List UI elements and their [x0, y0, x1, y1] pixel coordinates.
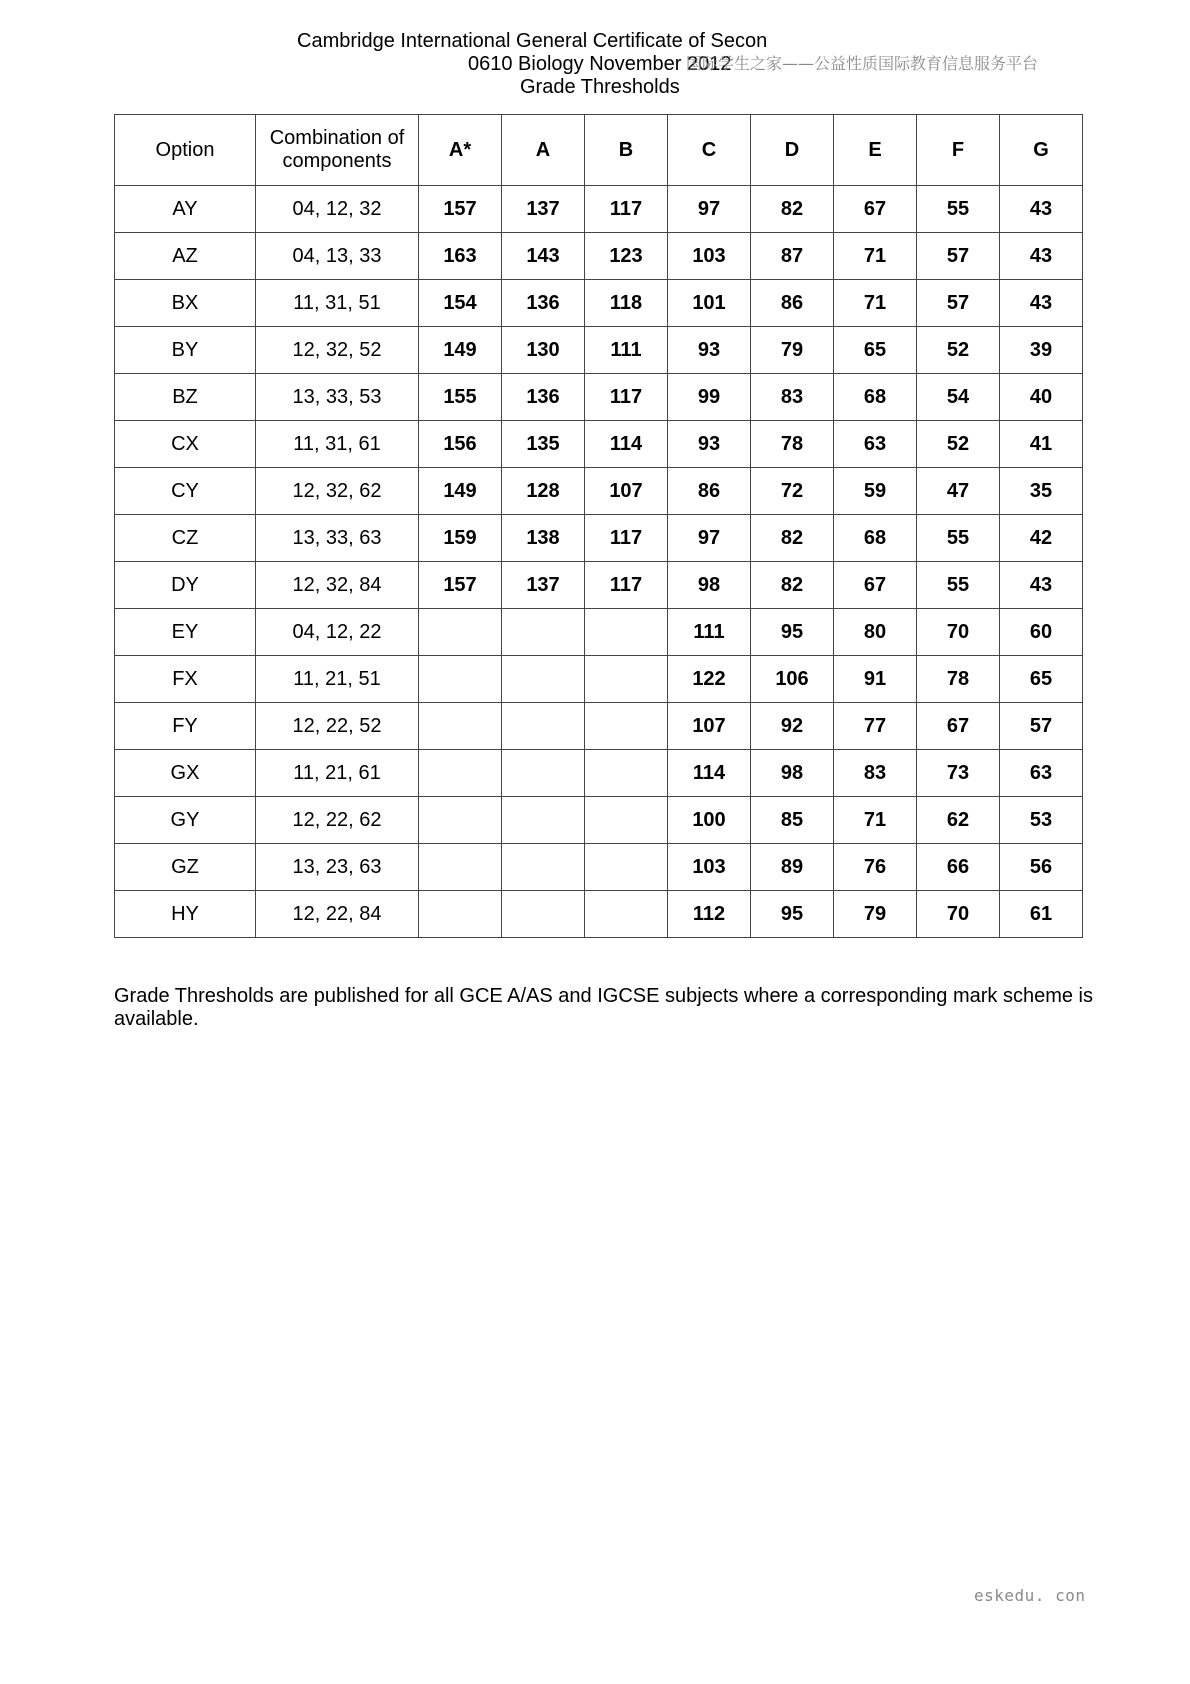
grade-mark-cell: 62	[917, 797, 1000, 844]
table-row	[115, 233, 1083, 280]
grade-mark-cell: 107	[668, 703, 751, 750]
grade-mark-cell: 39	[1000, 327, 1083, 374]
column-header-grade-b: B	[585, 115, 668, 186]
table-row	[115, 186, 1083, 233]
grade-mark-cell: 163	[419, 233, 502, 280]
grade-mark-cell: 117	[585, 374, 668, 421]
grade-mark-cell: 43	[1000, 233, 1083, 280]
grade-mark-cell: 117	[585, 562, 668, 609]
grade-mark-cell: 157	[419, 186, 502, 233]
grade-mark-cell: 61	[1000, 891, 1083, 938]
option-cell: FX	[115, 656, 256, 703]
table-header-row	[115, 115, 1083, 186]
option-cell: GZ	[115, 844, 256, 891]
grade-mark-cell	[585, 844, 668, 891]
grade-mark-cell	[502, 750, 585, 797]
grade-mark-cell: 98	[668, 562, 751, 609]
grade-mark-cell: 79	[834, 891, 917, 938]
column-header-grade-c: C	[668, 115, 751, 186]
footer-url: eskedu. con	[974, 1586, 1086, 1605]
grade-mark-cell: 112	[668, 891, 751, 938]
grade-mark-cell: 35	[1000, 468, 1083, 515]
grade-mark-cell: 71	[834, 233, 917, 280]
document-subtitle: 0610 Biology November 2012	[468, 53, 732, 75]
grade-mark-cell: 65	[834, 327, 917, 374]
table-row	[115, 891, 1083, 938]
grade-mark-cell	[502, 797, 585, 844]
option-cell: AZ	[115, 233, 256, 280]
components-cell: 11, 31, 51	[256, 280, 419, 327]
grade-mark-cell: 47	[917, 468, 1000, 515]
table-row	[115, 562, 1083, 609]
components-cell: 12, 32, 84	[256, 562, 419, 609]
grade-mark-cell: 65	[1000, 656, 1083, 703]
grade-mark-cell: 83	[834, 750, 917, 797]
grade-mark-cell: 82	[751, 515, 834, 562]
option-cell: DY	[115, 562, 256, 609]
option-cell: HY	[115, 891, 256, 938]
grade-mark-cell: 41	[1000, 421, 1083, 468]
grade-mark-cell: 135	[502, 421, 585, 468]
grade-mark-cell: 99	[668, 374, 751, 421]
option-cell: CZ	[115, 515, 256, 562]
grade-mark-cell	[585, 703, 668, 750]
grade-mark-cell: 155	[419, 374, 502, 421]
grade-mark-cell: 52	[917, 327, 1000, 374]
components-cell: 12, 22, 84	[256, 891, 419, 938]
grade-mark-cell: 143	[502, 233, 585, 280]
grade-mark-cell	[502, 703, 585, 750]
grade-mark-cell: 87	[751, 233, 834, 280]
grade-mark-cell: 136	[502, 280, 585, 327]
table-row	[115, 656, 1083, 703]
grade-mark-cell: 55	[917, 186, 1000, 233]
grade-mark-cell: 54	[917, 374, 1000, 421]
grade-mark-cell: 43	[1000, 562, 1083, 609]
components-cell: 12, 22, 52	[256, 703, 419, 750]
grade-mark-cell: 68	[834, 374, 917, 421]
grade-mark-cell	[585, 656, 668, 703]
grade-mark-cell: 123	[585, 233, 668, 280]
components-cell: 04, 12, 32	[256, 186, 419, 233]
grade-mark-cell: 114	[585, 421, 668, 468]
grade-mark-cell: 67	[917, 703, 1000, 750]
grade-mark-cell: 55	[917, 562, 1000, 609]
grade-mark-cell: 56	[1000, 844, 1083, 891]
grade-mark-cell: 68	[834, 515, 917, 562]
document-title: Cambridge International General Certificate of Secon	[297, 30, 768, 52]
grade-mark-cell	[585, 797, 668, 844]
grade-mark-cell	[502, 609, 585, 656]
grade-mark-cell: 136	[502, 374, 585, 421]
grade-mark-cell: 82	[751, 562, 834, 609]
grade-mark-cell: 72	[751, 468, 834, 515]
grade-mark-cell	[419, 703, 502, 750]
grade-mark-cell: 130	[502, 327, 585, 374]
option-cell: EY	[115, 609, 256, 656]
table-row	[115, 421, 1083, 468]
grade-mark-cell: 40	[1000, 374, 1083, 421]
table-row	[115, 703, 1083, 750]
option-cell: BZ	[115, 374, 256, 421]
components-cell: 12, 22, 62	[256, 797, 419, 844]
footnote: Grade Thresholds are published for all GCE A/AS and IGCSE subjects where a corresponding mark scheme is available.	[114, 985, 1093, 1030]
column-header-grade-a: A	[502, 115, 585, 186]
table-row	[115, 515, 1083, 562]
option-cell: CY	[115, 468, 256, 515]
grade-mark-cell: 95	[751, 609, 834, 656]
grade-mark-cell: 107	[585, 468, 668, 515]
grade-mark-cell: 137	[502, 562, 585, 609]
grade-mark-cell: 89	[751, 844, 834, 891]
table-body	[115, 186, 1083, 938]
grade-mark-cell: 42	[1000, 515, 1083, 562]
grade-mark-cell: 78	[751, 421, 834, 468]
grade-mark-cell: 98	[751, 750, 834, 797]
grade-mark-cell: 159	[419, 515, 502, 562]
grade-mark-cell: 122	[668, 656, 751, 703]
grade-mark-cell	[419, 656, 502, 703]
grade-mark-cell	[585, 609, 668, 656]
table-row	[115, 280, 1083, 327]
grade-mark-cell: 117	[585, 515, 668, 562]
column-header-components: Combination of components	[256, 115, 419, 186]
grade-mark-cell: 70	[917, 609, 1000, 656]
table-row	[115, 844, 1083, 891]
grade-mark-cell	[585, 891, 668, 938]
table-row	[115, 327, 1083, 374]
grade-mark-cell: 83	[751, 374, 834, 421]
option-cell: BY	[115, 327, 256, 374]
option-cell: BX	[115, 280, 256, 327]
grade-mark-cell: 114	[668, 750, 751, 797]
option-cell: GY	[115, 797, 256, 844]
column-header-grade-astar: A*	[419, 115, 502, 186]
column-header-grade-f: F	[917, 115, 1000, 186]
grade-mark-cell: 78	[917, 656, 1000, 703]
grade-mark-cell: 63	[834, 421, 917, 468]
grade-mark-cell: 106	[751, 656, 834, 703]
grade-mark-cell: 53	[1000, 797, 1083, 844]
option-cell: GX	[115, 750, 256, 797]
table-row	[115, 468, 1083, 515]
grade-mark-cell: 149	[419, 468, 502, 515]
grade-mark-cell	[502, 656, 585, 703]
grade-mark-cell: 80	[834, 609, 917, 656]
grade-mark-cell: 52	[917, 421, 1000, 468]
option-cell: CX	[115, 421, 256, 468]
grade-mark-cell: 67	[834, 186, 917, 233]
grade-mark-cell: 137	[502, 186, 585, 233]
table-row	[115, 374, 1083, 421]
grade-mark-cell: 86	[751, 280, 834, 327]
components-cell: 12, 32, 52	[256, 327, 419, 374]
grade-mark-cell: 70	[917, 891, 1000, 938]
grade-mark-cell: 43	[1000, 280, 1083, 327]
grade-mark-cell	[419, 797, 502, 844]
grade-mark-cell: 91	[834, 656, 917, 703]
watermark-text: 国际学生之家——公益性质国际教育信息服务平台	[686, 54, 1039, 73]
grade-mark-cell	[419, 750, 502, 797]
grade-mark-cell: 103	[668, 233, 751, 280]
grade-mark-cell: 100	[668, 797, 751, 844]
grade-mark-cell: 67	[834, 562, 917, 609]
components-cell: 11, 31, 61	[256, 421, 419, 468]
grade-mark-cell: 66	[917, 844, 1000, 891]
grade-mark-cell: 156	[419, 421, 502, 468]
grade-mark-cell: 85	[751, 797, 834, 844]
column-header-grade-d: D	[751, 115, 834, 186]
grade-mark-cell: 149	[419, 327, 502, 374]
grade-mark-cell: 118	[585, 280, 668, 327]
grade-mark-cell: 128	[502, 468, 585, 515]
grade-mark-cell: 73	[917, 750, 1000, 797]
grade-mark-cell	[419, 844, 502, 891]
grade-mark-cell: 111	[668, 609, 751, 656]
grade-mark-cell	[419, 891, 502, 938]
grade-mark-cell: 57	[917, 280, 1000, 327]
components-cell: 13, 23, 63	[256, 844, 419, 891]
grade-mark-cell: 101	[668, 280, 751, 327]
grade-mark-cell: 93	[668, 327, 751, 374]
grade-mark-cell: 111	[585, 327, 668, 374]
grade-mark-cell: 57	[1000, 703, 1083, 750]
components-cell: 04, 13, 33	[256, 233, 419, 280]
table-row	[115, 797, 1083, 844]
grade-mark-cell	[585, 750, 668, 797]
grade-mark-cell: 86	[668, 468, 751, 515]
grade-mark-cell: 63	[1000, 750, 1083, 797]
document-heading: Grade Thresholds	[520, 76, 680, 98]
components-cell: 13, 33, 53	[256, 374, 419, 421]
grade-mark-cell	[502, 891, 585, 938]
grade-mark-cell: 97	[668, 186, 751, 233]
grade-mark-cell: 57	[917, 233, 1000, 280]
grade-mark-cell: 79	[751, 327, 834, 374]
components-cell: 04, 12, 22	[256, 609, 419, 656]
grade-mark-cell: 60	[1000, 609, 1083, 656]
grade-mark-cell: 97	[668, 515, 751, 562]
grade-mark-cell: 55	[917, 515, 1000, 562]
components-cell: 11, 21, 61	[256, 750, 419, 797]
grade-mark-cell	[419, 609, 502, 656]
grade-mark-cell: 43	[1000, 186, 1083, 233]
grade-mark-cell: 77	[834, 703, 917, 750]
grade-mark-cell: 138	[502, 515, 585, 562]
grade-mark-cell: 154	[419, 280, 502, 327]
column-header-grade-g: G	[1000, 115, 1083, 186]
column-header-option: Option	[115, 115, 256, 186]
grade-mark-cell: 93	[668, 421, 751, 468]
column-header-grade-e: E	[834, 115, 917, 186]
grade-mark-cell: 71	[834, 797, 917, 844]
table-row	[115, 609, 1083, 656]
grade-mark-cell: 95	[751, 891, 834, 938]
grade-mark-cell: 82	[751, 186, 834, 233]
grade-mark-cell: 76	[834, 844, 917, 891]
option-cell: AY	[115, 186, 256, 233]
components-cell: 13, 33, 63	[256, 515, 419, 562]
table-row	[115, 750, 1083, 797]
components-cell: 11, 21, 51	[256, 656, 419, 703]
grade-mark-cell: 117	[585, 186, 668, 233]
option-cell: FY	[115, 703, 256, 750]
grade-mark-cell: 59	[834, 468, 917, 515]
grade-mark-cell: 157	[419, 562, 502, 609]
grade-thresholds-table	[114, 114, 1083, 938]
grade-mark-cell: 103	[668, 844, 751, 891]
grade-mark-cell	[502, 844, 585, 891]
components-cell: 12, 32, 62	[256, 468, 419, 515]
grade-mark-cell: 92	[751, 703, 834, 750]
grade-mark-cell: 71	[834, 280, 917, 327]
